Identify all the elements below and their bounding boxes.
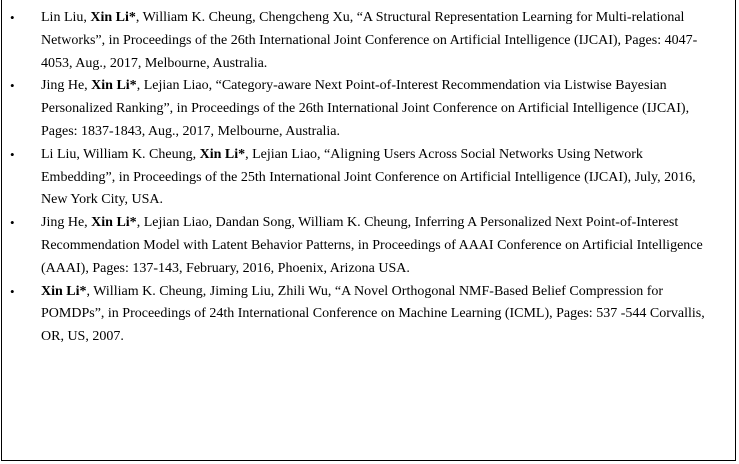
publication-authors-before: Jing He, <box>41 215 92 231</box>
publication-list <box>2 0 735 349</box>
publication-highlight-author: Xin Li* <box>90 10 136 25</box>
publication-highlight-author: Xin Li* <box>199 146 246 162</box>
publication-authors-before: Li Liu, William K. Cheung, <box>41 146 200 162</box>
publication-highlight-author: Xin Li* <box>91 215 137 231</box>
publication-item <box>2 144 735 212</box>
bullet-icon: • <box>10 10 15 25</box>
publication-authors-before: Lin Liu, <box>41 10 91 25</box>
publication-details: , Lejian Liao, “Category-aware Next Point-of-Interest Recommendation via Listwise Bayesian Personalized Ranking”, in Proceedings of the 26th International Joint Conference on Artificial Intelligence (IJCAI), Pages: 1837-1843, Aug., 2017, Melbourne, Australia. <box>41 78 690 139</box>
bullet-icon: • <box>10 215 15 231</box>
publication-item <box>2 7 735 75</box>
publication-details: , Lejian Liao, “Aligning Users Across Social Networks Using Network Embedding”, in Proceedings of the 25th International Joint Conference on Artificial Intelligence (IJCAI), July, 2016, New York City, USA. <box>41 146 696 208</box>
publication-details: , William K. Cheung, Chengcheng Xu, “A Structural Representation Learning for Multi-relational Networks”, in Proceedings of the 26th International Joint Conference on Artificial Intelligence (IJCAI), Pages: 4047-4053, Aug., 2017, Melbourne, Australia. <box>41 10 698 71</box>
publication-item <box>2 75 735 143</box>
publication-authors-before: Jing He, <box>41 78 92 94</box>
publication-item <box>2 212 735 280</box>
publication-highlight-author: Xin Li* <box>91 78 137 94</box>
publication-details: , Lejian Liao, Dandan Song, William K. Cheung, Inferring A Personalized Next Point-of-Interest Recommendation Model with Latent Behavior Patterns, in Proceedings of AAAI Conference on Artificial Intelligence (AAAI), Pages: 137-143, February, 2016, Phoenix, Arizona USA. <box>41 215 703 276</box>
bullet-icon: • <box>10 146 15 162</box>
bullet-icon: • <box>10 283 15 299</box>
publication-highlight-author: Xin Li* <box>41 283 87 299</box>
publication-details: , William K. Cheung, Jiming Liu, Zhili Wu, “A Novel Orthogonal NMF-Based Belief Compression for POMDPs”, in Proceedings of 24th International Conference on Machine Learning (ICML), Pages: 537 -544 Corvallis, OR, US, 2007. <box>41 283 705 345</box>
publication-list-panel <box>1 0 736 461</box>
bullet-icon: • <box>10 78 15 94</box>
publication-item <box>2 281 735 349</box>
